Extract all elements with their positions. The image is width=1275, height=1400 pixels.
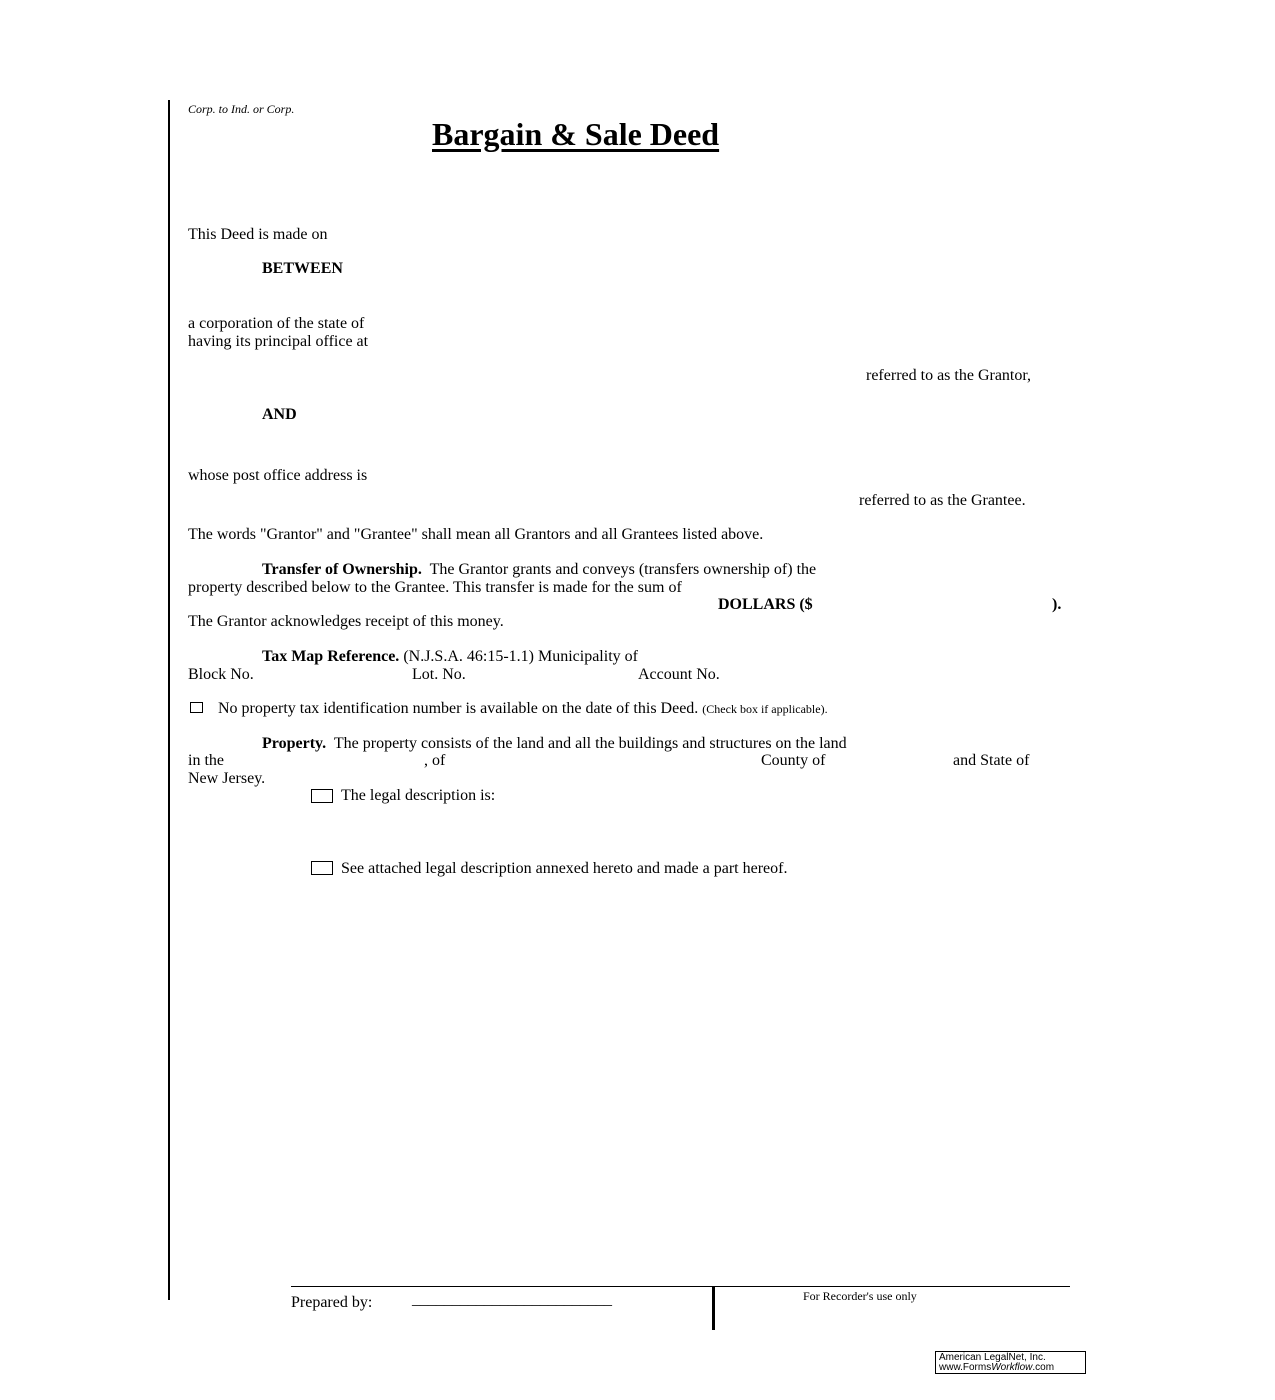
block-no-label: Block No. [188,666,254,683]
receipt-text: The Grantor acknowledges receipt of this money. [188,613,504,630]
page-title: Bargain & Sale Deed [432,116,720,152]
logo-www: www.Forms [939,1362,992,1373]
logo-workflow: Workflow [991,1362,1033,1373]
tax-map-heading: Tax Map Reference. [262,648,400,665]
definition-text: The words "Grantor" and "Grantee" shall mean all Grantors and all Grantees listed above. [188,526,764,543]
post-office-address: whose post office address is [188,467,368,484]
grantee-reference: referred to as the Grantee. [859,492,1026,509]
legal-description-label: The legal description is: [341,787,496,804]
transfer-line-1-text: The Grantor grants and conveys (transfers ownership of) the [429,561,817,578]
transfer-line-2: property described below to the Grantee. This transfer is made for the sum of [188,579,682,596]
left-margin-rule [168,100,170,1300]
dollars-label: DOLLARS ($ [718,596,813,613]
no-tax-id-text: No property tax identification number is available on the date of this Deed. [218,700,699,717]
form-type-label: Corp. to Ind. or Corp. [188,102,295,116]
in-the-label: in the [188,752,224,769]
new-jersey-label: New Jersey. [188,770,266,787]
dollars-close: ). [1052,596,1062,613]
american-legalnet-logo [935,1351,1086,1374]
state-of-label: and State of [953,752,1030,769]
see-attached-checkbox[interactable] [311,861,333,875]
property-line-1-text: The property consists of the land and all the buildings and structures on the land [333,735,847,752]
logo-com: .com [1032,1362,1055,1373]
transfer-line-1 [262,561,816,579]
prepared-by-label: Prepared by: [291,1294,373,1311]
logo-url [939,1363,1085,1373]
tax-map-text: (N.J.S.A. 46:15-1.1) Municipality of [403,648,638,665]
logo-company: American LegalNet, Inc. [939,1352,1046,1363]
principal-office: having its principal office at [188,333,369,350]
county-of-label: County of [761,752,826,769]
footer-divider [712,1286,715,1330]
prepared-by-line[interactable]: _________________________ [412,1291,612,1308]
grantor-reference: referred to as the Grantor, [866,367,1032,384]
property-line-1 [262,735,847,753]
account-no-label: Account No. [638,666,720,683]
no-tax-id-line [218,700,828,718]
check-note: (Check box if applicable). [702,702,828,716]
and-label: AND [262,406,297,423]
recorder-use-label: For Recorder's use only [803,1289,917,1303]
deed-made-on: This Deed is made on [188,226,328,243]
between-label: BETWEEN [262,260,343,277]
transfer-heading: Transfer of Ownership. [262,561,422,578]
property-heading: Property. [262,735,327,752]
of-label: , of [424,752,446,769]
corporation-state: a corporation of the state of [188,315,365,332]
legal-description-checkbox[interactable] [311,789,333,803]
see-attached-label: See attached legal description annexed hereto and made a part hereof. [341,860,788,877]
footer-top-rule [291,1286,1070,1287]
tax-map-line [262,648,638,666]
no-tax-id-checkbox[interactable] [190,702,203,713]
lot-no-label: Lot. No. [412,666,466,683]
